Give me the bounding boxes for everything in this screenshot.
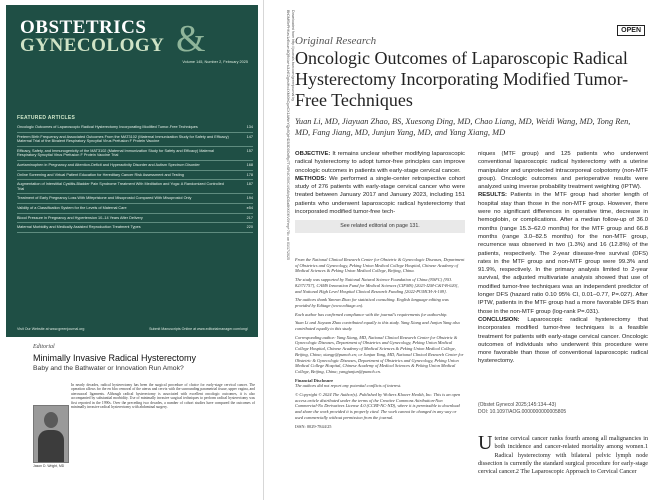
featured-heading: FEATURED ARTICLES [17,115,76,121]
website-link[interactable]: Visit Our Website at www.greenjournal.org [17,327,85,331]
conclusion-text: Laparoscopic radical hysterectomy that incorporates modified tumor-free techniques is a feasible treatment for patients with early-stage cervical cancer. Oncologic outcomes of individuals who underwent this procedure were more favorable than those of conventional laparoscopic radical hysterectomy. [478,316,648,365]
journal-title [20,19,164,55]
featured-item[interactable]: Preterm Birth Frequency and Associated Outcomes From the MAT3102 (Maternal Immunization Study for Safety and Efficacy) Maternal Trial of the Bivalent Respiratory Syncytial Virus Prefusion F Protein Vaccine 147 [17,133,253,147]
introduction [478,432,648,476]
citation-block [478,402,648,416]
notes-copyright: © Copyright © 2024 The Author(s). Published by Wolters Kluwer Health, Inc. This is an open access article distributed under the terms of the Creative Commons Attribution-Non Commercial-No Derivatives License 4.0 (CCBY-NC-ND), where it is permissible to download and share the work provided it is properly cited. The work cannot be changed in any way or used commercially without permission from the journal. [295,392,461,420]
methods-label: METHODS: [295,175,327,182]
submit-link[interactable]: Submit Manuscripts Online at www.editorialmanager.com/ong/ [149,327,248,331]
featured-item[interactable]: Efficacy, Safety, and Immunogenicity of the MAT3102 (Maternal Immunization Study for Safety and Efficacy) Maternal Respiratory Syncytial Virus Prefusion F Protein Vaccine Trial 157 [17,147,253,161]
notes-affiliation: From the National Clinical Research Center for Obstetric & Gynecologic Diseases, Department of Obstetrics and Gynecology, Peking Union Medical College Hospital, Chinese Academy of Medical Sciences & Peking Union Medical College, Beijing, China. [295,257,465,274]
featured-item[interactable]: Blood Pressure in Pregnancy and Hypertension 10–14 Years After Delivery 217 [17,214,253,224]
editorial-title: Minimally Invasive Radical Hysterectomy [33,353,197,363]
article-authors: Yuan Li, MD, Jiayuan Zhao, BS, Xuesong Ding, MD, Chao Liang, MD, Weidi Wang, MD, Tong Ren, MD, Fang Jiang, MD, Junjun Yang, MD, and Yang Xiang, MD [295,117,631,137]
notes-equal: Yuan Li and Jiayuan Zhao contributed equally to this study. Yang Xiang and Junjun Yang also contributed equally to this study. [295,320,460,332]
featured-item[interactable]: Treatment of Early Pregnancy Loss With Mifepristone and Misoprostol Compared With Misoprostol Only 194 [17,194,253,204]
notes-fd: The authors did not report any potential conflicts of interest. [295,383,402,389]
journal-issue: Volume 145, Number 2, February 2025 [182,60,248,64]
notes-fd-label: Financial Disclosure [295,377,334,383]
author-photo [33,405,69,463]
featured-item[interactable]: Acetaminophen in Pregnancy and Attention-Deficit and Hyperactivity Disorder and Autism Spectrum Disorder 168 [17,161,253,171]
journal-cover [6,5,258,337]
article-notes [295,257,465,432]
results-text: Patients in the MTF group had shorter length of hospital stay than those in the non-MTF group. However, there were no significant differences in operative time, decrease in hemoglobin, or complications. After a median follow-up of 36.0 months (range 15.3–62.0 months) for the MTF group and 66.8 months (range 3.0–82.5 months) for the non-MTF group, recurrence was observed in two (1.3%) and 16 (12.8%) of the patients, respectively. The 2-year disease-free survival (DFS) rates in the MTF group and non-MTF group were 99.3% and 91.9%, respectively. In the primary analysis limited to 2-year survival, the adjusted multivariate analysis showed that use of modified tumor-free techniques was an independent predictor of longer DFS (hazard ratio 0.10 95% CI, 0.01–0.77, P=.027). After IPTW, patients in the MTF group had a more favorable DFS than those in the non-MTF group (log-rank P=.031). [478,192,648,315]
featured-list [17,123,253,233]
notes-corresponding: Corresponding author: Yang Xiang, MD, National Clinical Research Center for Obstetric & Gynecologic Diseases, Department of Obstetrics and Gynecology, Peking Union Medical College Hospital, Chinese Academy of Medical Sciences & Peking Union Medical College, Beijing, China; xiangy@pumch.cn; or Junjun Yang, MD, National Clinical Research Center for Obstetric & Gynecologic Diseases, Department of Obstetrics and Gynecology, Peking Union Medical College Hospital, Chinese Academy of Medical Sciences & Peking Union Medical College, Beijing, China; yangjunjun@pumch.cn. [295,334,464,374]
editorial-label: Editorial [33,344,55,350]
journal-title-line1: OBSTETRICS [20,17,147,38]
featured-item[interactable]: Augmentation of Interstitial Cystitis-Bladder Pain Syndrome Treatment With Meditation and Yoga: A Randomized Controlled Trial 187 [17,180,253,194]
abstract-left-column [295,150,465,239]
intro-dropcap: U [478,432,493,454]
abstract-right-column [478,150,648,366]
section-label: Original Research [295,35,377,47]
right-page [295,0,652,500]
page-divider [263,0,264,500]
notes-conform: Each author has confirmed compliance with the journal's requirements for authorship. [295,311,448,317]
author-photo-caption: Jason D. Wright, MD [33,464,65,468]
intro-text: terine cervical cancer ranks fourth among all malignancies in both incidence and cancer-related mortality among women.1 Radical hysterectomy with bilateral pelvic lymph node dissection is currently the standard surgical procedure for early-stage cervical cancer.2 The Laparoscopic Approach to Cervical Cancer [478,436,648,476]
editorial-subtitle: Baby and the Bathwater or Innovation Run Amok? [33,365,184,372]
left-page [0,0,263,500]
results-label: RESULTS: [478,192,508,199]
journal-title-line2: GYNECOLOGY [20,35,165,56]
objective-text: It remains unclear whether modifying laparoscopic radical hysterectomy to adopt tumor-free principles can improve oncologic outcomes in patients with early-stage cervical cancer. [295,151,466,174]
article-title: Oncologic Outcomes of Laparoscopic Radical Hysterectomy Incorporating Modified Tumor-Free Techniques [295,48,629,110]
methods-continued: niques (MTF group) and 125 patients who underwent conventional laparoscopic radical hysterectomy with a uterine manipulator and unprotected intracorporeal colpotomy (non-MTF group). Oncologic outcomes and perioperative results were analyzed using inverse probability treatment weighting (IPTW). [478,151,648,191]
featured-item[interactable]: Online Screening and Virtual Patient Education for Hereditary Cancer Risk Assessment and Testing 178 [17,171,253,181]
conclusion-label: CONCLUSION: [478,316,520,323]
download-stamp-text: Downloaded from http://journals.lww.com/greenjournal by BhDMf5ePHKav1zEoum1tQfN4a+kJLhEZgbsIHo4XMi0hCywCX1AWnYQp/IlQrHD3i3D0OdRyi7TvSFl4Cf3VC4/OAVpDDa8KKGKV0Ymy+78= on 01/17/2025 [286,10,295,260]
featured-item[interactable]: Oncologic Outcomes of Laparoscopic Radical Hysterectomy Incorporating Modified Tumor-Free Techniques 134 [17,123,253,133]
open-access-badge: OPEN [617,25,645,36]
notes-issn: ISSN: 0029-7844/25 [295,423,332,429]
editorial-body-text: In nearly decades, radical hysterectomy has been the surgical procedure of choice for early-stage cervical cancer. The operation allows for the en bloc removal of the uterus and cervix with the surrounding parametrial tissue, upper vagina, and uterosacral ligaments. Although radical hysterectomy is associated with excellent oncologic outcomes, it is also accompanied by substantial morbidity. Use of minimally invasive surgical techniques to perform radical hysterectomy was first reported in the 1990s. Over the preceding two decades, a number of cohort studies have compared the outcomes of minimally invasive radical hysterectomy with abdominal surgery. [71,383,255,410]
related-editorial-link[interactable]: See related editorial on page 131. [295,220,465,232]
featured-item[interactable]: Maternal Morbidity and Medically Assisted Reproduction Treatment Types 220 [17,223,253,233]
journal-ampersand: & [176,18,206,60]
cover-footer [17,327,248,331]
notes-funding: The study was supported by National Natural Science Foundation of China (NSFC) [NO. 82371757], CAMS Innovation Fund for Medical Sciences (CIFMS) [2023-I2M-C&T-B-020], and National High Level Hospital Clinical Research Funding [2022-PUMCH-A-109]. [295,277,459,294]
doi[interactable]: DOI: 10.1097/AOG.0000000000005805 [478,409,567,415]
objective-label: OBJECTIVE: [295,151,331,157]
citation: (Obstet Gynecol 2025;145:134–43) [478,402,557,408]
notes-editing: The authors thank Yanran Zhao for statistical consulting. English language editing was provided by Editage (www.editage.cn). [295,297,449,308]
methods-text: We performed a single-center retrospective cohort study of 276 patients with early-stage cervical cancer who were treated between January 2017 and January 2023, including 151 patients who underwent laparoscopic radical hysterectomy that incorporated modified tumor-free tech- [295,175,465,216]
download-stamp [265,10,295,280]
featured-item[interactable]: Validity of a Classification System for the Levels of Maternal Care e54 [17,204,253,214]
